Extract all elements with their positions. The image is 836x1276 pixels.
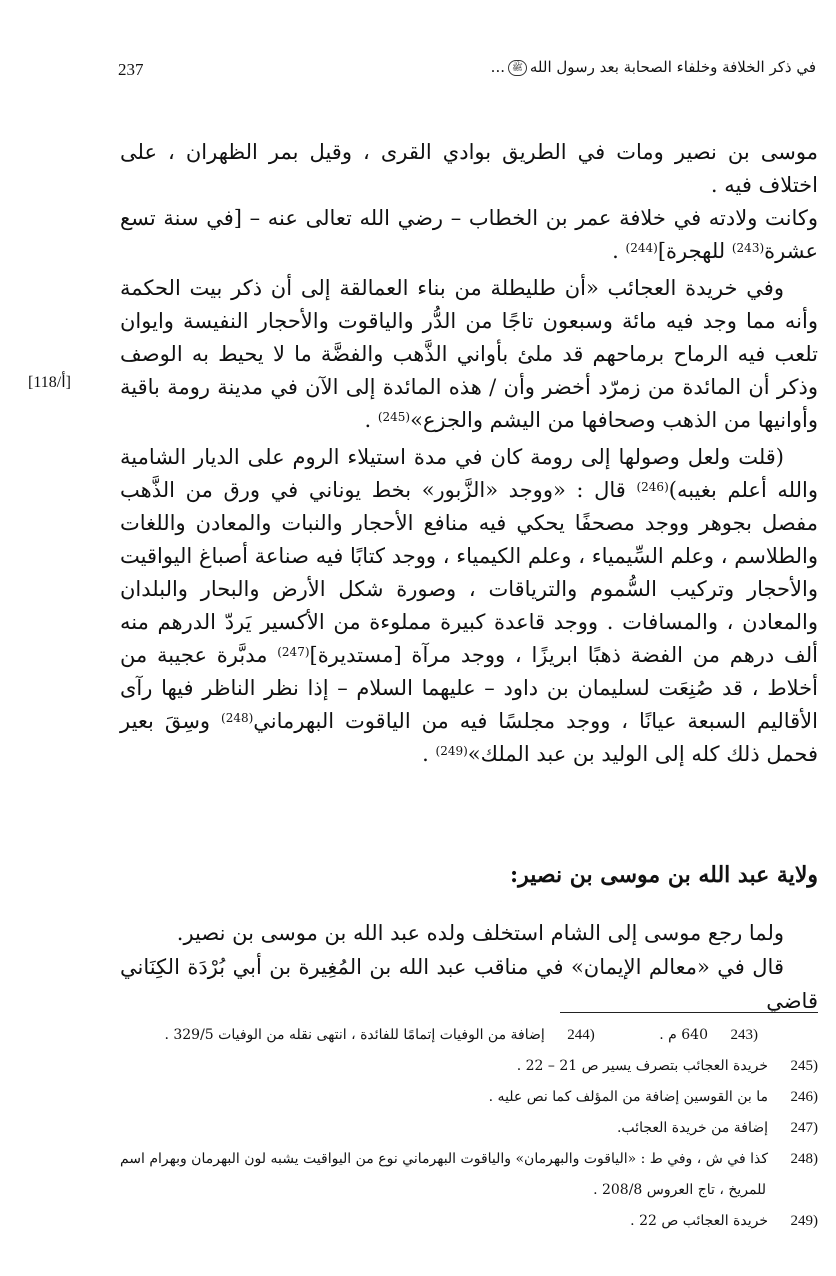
paragraph-3 [120, 272, 818, 437]
footnote-text: كذا في ش ، وفي ط : «الياقوت والبهرمان» والياقوت البهرماني نوع من اليواقيت يشبه لون البهرمان وبهرام اسم [119, 1151, 768, 1167]
footnote-249 [120, 1206, 818, 1237]
section-heading: ولاية عبد الله بن موسى بن نصير: [509, 862, 818, 888]
footnotes [120, 1020, 818, 1237]
paragraph-1: موسى بن نصير ومات في الطريق بوادي القرى ، وقيل بمر الظهران ، على اختلاف فيه . [120, 140, 818, 197]
section-text [120, 916, 818, 1018]
running-title-ellipsis: ... [490, 58, 505, 76]
paragraph-2-text-c: . [612, 239, 626, 263]
paragraph-2-text-b: للهجرة] [657, 239, 732, 263]
paragraph-4-text-b: قال : «ووجد «الزَّبور» بخط يوناني في ورق من الذَّهب مفصل بجوهر ووجد مصحفًا يحكي فيه منافع الأحجار والنبات والمعادن واللغات والطلاسم ، وعلم السِّيمياء ، وعلم الكيمياء ، ووجد كتابًا فيه صناعة أصباغ اليواقيت والأحجار وتركيب السُّموم والترياقات ، وصورة شكل الأرض والبحار والبلدان والمعادن ، والمسافات . ووجد قاعدة كبيرة مملوءة من الأكسير يَردّ الدرهم منه ألف درهم من الفضة ذهبًا ابريزًا ، ووجد مرآة [مستديرة] [120, 478, 818, 667]
paragraph-2 [120, 202, 818, 268]
footnote-ref-243[interactable]: (243) [731, 241, 765, 255]
footnote-text: إضافة من خريدة العجائب. [616, 1120, 768, 1136]
footnote-247 [120, 1113, 818, 1144]
footnote-245 [120, 1051, 818, 1082]
footnote-text: إضافة من الوفيات إتمامًا للفائدة ، انتهى نقله من الوفيات 329/5 . [164, 1027, 545, 1043]
footnote-246 [120, 1082, 818, 1113]
footnote-ref-249[interactable]: (249) [435, 744, 468, 758]
section-paragraph-1: ولما رجع موسى إلى الشام استخلف ولده عبد الله بن موسى بن نصير. [176, 921, 784, 945]
footnote-ref-244[interactable]: (244) [625, 241, 658, 255]
footnote-number: 247) [790, 1120, 818, 1136]
paragraph-4 [120, 441, 818, 771]
manuscript-folio-note: [118/أ] [28, 374, 71, 391]
footnote-ref-246[interactable]: (246) [636, 480, 669, 494]
footnote-text: 640 م . [659, 1027, 708, 1043]
footnote-ref-247[interactable]: (247) [277, 645, 310, 659]
paragraph-4-text: (قلت ولعل وصولها إلى رومة كان في مدة استيلاء الروم على الديار الشامية والله أعلم بغيبه) [120, 445, 818, 502]
paragraph-4-text-e: . [422, 742, 436, 766]
paragraph-3-text-b: . [364, 408, 378, 432]
footnote-text: خريدة العجائب بتصرف يسير ص 21 – 22 . [516, 1058, 768, 1074]
running-header [118, 58, 816, 94]
section-paragraph-2: قال في «معالم الإيمان» في مناقب عبد الله بن المُغِيرة بن أبي بُرْدَة الكِنَاني قاضي [120, 955, 818, 1013]
footnote-row-243-244 [120, 1020, 818, 1051]
footnote-number: 244) [567, 1027, 595, 1043]
footnote-ref-245[interactable]: (245) [377, 410, 411, 424]
paragraph-4-text-d: وسِقَ بعير فحمل ذلك كله إلى الوليد بن عبد الملك» [120, 709, 818, 766]
paragraph-4-text-c: مدبَّرة عجيبة من أخلاط ، قد صُنِعَت لسليمان بن داود – عليهما السلام – إذا نظر الناظر فيها رآى الأقاليم السبعة عيانًا ، ووجد مجلسًا فيه من الياقوت البهرماني [120, 643, 818, 733]
running-title-text: في ذكر الخلافة وخلفاء الصحابة بعد رسول الله [529, 58, 816, 76]
footnote-separator [560, 1012, 818, 1013]
footnote-text: خريدة العجائب ص 22 . [630, 1213, 768, 1229]
footnote-number: 248) [790, 1151, 818, 1167]
footnote-number: 243) [730, 1027, 758, 1043]
page-number: 237 [118, 60, 144, 79]
footnote-ref-248[interactable]: (248) [221, 711, 254, 725]
footnote-number: 249) [790, 1213, 818, 1229]
footnote-244 [164, 1020, 654, 1051]
footnote-number: 246) [790, 1089, 818, 1105]
honorific-seal-icon: ﷺ [508, 60, 527, 76]
paragraph-3-text: وفي خريدة العجائب «أن طليطلة من بناء العمالقة إلى أن ذكر بيت الحكمة وأنه مما وجد فيه مائة وسبعون تاجًا من الدُّر والياقوت والأحجار النفيسة وايوان تلعب فيه الرماح برماحهم قد ملئ بأواني الذَّهب والفضَّة ما لا يحيط به الوصف وذكر أن المائدة من زمرّد أخضر وأن / هذه المائدة إلى الآن في مدينة رومة باقية وأوانيها من الذهب وصحافها من اليشم والجزع» [120, 276, 818, 432]
paragraph-2-text: وكانت ولادته في خلافة عمر بن الخطاب – رضي الله تعالى عنه – [في سنة تسع عشرة [120, 206, 818, 263]
running-title [491, 58, 816, 76]
main-text [120, 136, 818, 771]
footnote-number: 245) [790, 1058, 818, 1074]
footnote-243 [659, 1020, 818, 1051]
footnote-text: ما بن القوسين إضافة من المؤلف كما نص عليه . [488, 1089, 768, 1105]
footnote-248-continued: للمريخ ، تاج العروس 208/8 . [593, 1182, 766, 1198]
footnote-248 [120, 1144, 818, 1175]
